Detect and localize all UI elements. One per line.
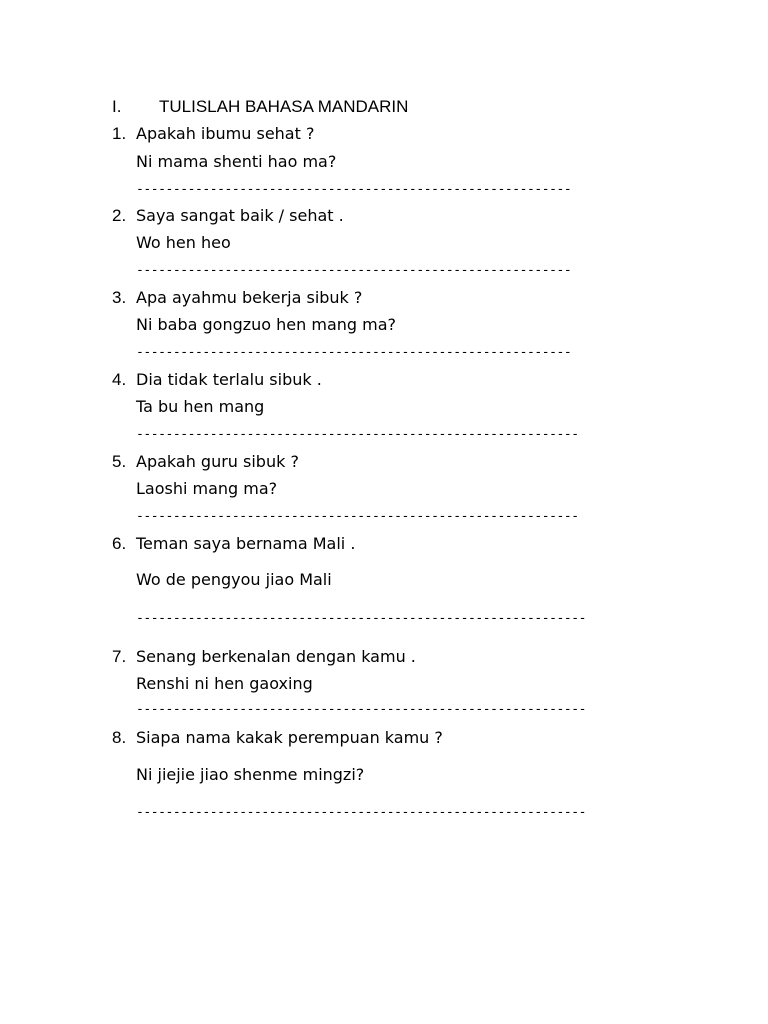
worksheet-title: TULISLAH BAHASA MANDARIN bbox=[159, 97, 409, 116]
item-question: Dia tidak terlalu sibuk . bbox=[136, 370, 322, 389]
item-number: 7. bbox=[112, 647, 127, 666]
answer-line: ------------------------------------------------------------- bbox=[136, 805, 586, 820]
item-question: Apakah ibumu sehat ? bbox=[136, 124, 315, 143]
answer-line: ----------------------------------------------------------- bbox=[136, 345, 572, 360]
item-question: Apakah guru sibuk ? bbox=[136, 452, 299, 471]
answer-line: ----------------------------------------------------------- bbox=[136, 263, 572, 278]
item-answer: Wo hen heo bbox=[136, 233, 231, 252]
answer-line: ------------------------------------------------------------ bbox=[136, 509, 579, 524]
item-answer: Renshi ni hen gaoxing bbox=[136, 674, 313, 693]
item-number: 3. bbox=[112, 288, 127, 307]
item-number: 5. bbox=[112, 452, 127, 471]
item-answer: Ni baba gongzuo hen mang ma? bbox=[136, 315, 397, 334]
item-question: Teman saya bernama Mali . bbox=[136, 534, 356, 553]
item-number: 1. bbox=[112, 124, 127, 143]
item-number: 2. bbox=[112, 206, 127, 225]
item-question: Siapa nama kakak perempuan kamu ? bbox=[136, 728, 443, 747]
item-answer: Ni mama shenti hao ma? bbox=[136, 152, 337, 171]
item-number: 8. bbox=[112, 728, 127, 747]
item-question: Saya sangat baik / sehat . bbox=[136, 206, 344, 225]
item-number: 6. bbox=[112, 534, 127, 553]
item-answer: Ta bu hen mang bbox=[136, 397, 265, 416]
answer-line: ------------------------------------------------------------ bbox=[136, 427, 579, 442]
item-answer: Laoshi mang ma? bbox=[136, 479, 278, 498]
item-answer: Ni jiejie jiao shenme mingzi? bbox=[136, 765, 365, 784]
item-number: 4. bbox=[112, 370, 127, 389]
section-number: I. bbox=[112, 97, 122, 116]
item-question: Apa ayahmu bekerja sibuk ? bbox=[136, 288, 363, 307]
answer-line: ----------------------------------------------------------- bbox=[136, 182, 572, 197]
answer-line: ------------------------------------------------------------- bbox=[136, 702, 586, 717]
item-question: Senang berkenalan dengan kamu . bbox=[136, 647, 416, 666]
item-answer: Wo de pengyou jiao Mali bbox=[136, 570, 332, 589]
answer-line: ------------------------------------------------------------- bbox=[136, 611, 586, 626]
